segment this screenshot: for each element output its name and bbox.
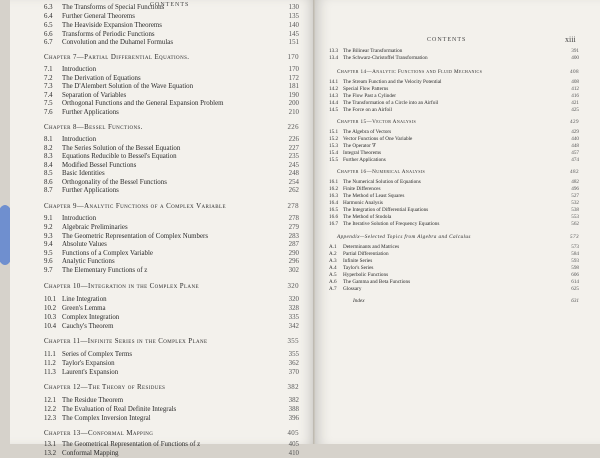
section-title: Integral Theorems	[343, 150, 382, 156]
section-title: The Schwarz-Christoffel Transformation	[343, 55, 428, 61]
page-ref: 296	[288, 258, 299, 265]
toc-entry	[329, 186, 579, 193]
section-title: Algebraic Preliminaries	[62, 224, 128, 231]
toc-entry	[44, 162, 299, 170]
toc-entry	[329, 55, 579, 62]
section-number: A.3	[329, 258, 337, 264]
section-number: 8.2	[44, 145, 53, 152]
toc-entry	[329, 251, 579, 258]
page-ref: 598	[571, 265, 579, 271]
section-number: 16.2	[329, 186, 339, 192]
page-ref: 140	[288, 22, 299, 29]
page-ref: 342	[288, 323, 299, 330]
section-title: Special Flow Patterns	[343, 86, 389, 92]
toc-entry	[329, 150, 579, 157]
chapter-heading	[44, 384, 299, 392]
section-number: A.5	[329, 272, 337, 278]
page-ref: 538	[571, 207, 579, 213]
toc-entry	[44, 13, 299, 21]
section-number: 9.6	[44, 258, 53, 265]
section-title: Equations Reducible to Bessel's Equation	[62, 153, 177, 160]
toc-entry	[329, 221, 579, 228]
toc-entry	[329, 207, 579, 214]
section-title: The Force on an Airfoil	[343, 107, 392, 113]
section-title: The Flow Past a Cylinder	[343, 93, 397, 99]
page-ref: 279	[288, 224, 299, 231]
toc-entry	[44, 109, 299, 117]
chapter-heading	[337, 169, 579, 176]
heading-title: Chapter 10—Integration in the Complex Plane	[44, 283, 199, 290]
section-title: Green's Lemma	[62, 305, 106, 312]
toc-entry	[329, 136, 579, 143]
section-number: 12.3	[44, 415, 57, 422]
page-ref: 254	[288, 179, 299, 186]
page-ref: 172	[288, 75, 299, 82]
section-title: The Transforms of Special Functions	[62, 4, 165, 11]
page-ref: 421	[571, 100, 579, 106]
toc-entry	[44, 215, 299, 223]
page-ref: 170	[288, 66, 299, 73]
section-number: 15.5	[329, 157, 339, 163]
page-ref: 553	[571, 214, 579, 220]
page-ref: 429	[570, 119, 579, 125]
section-title: Absolute Values	[62, 241, 107, 248]
chapter-heading	[337, 119, 579, 126]
toc-entry	[329, 179, 579, 186]
section-title: Conformal Mapping	[62, 450, 119, 457]
page-ref: 625	[571, 286, 579, 292]
section-number: 15.2	[329, 136, 339, 142]
heading-title: Index	[353, 298, 365, 304]
section-title: The Evaluation of Real Definite Integrals	[62, 406, 177, 413]
page-ref: 227	[288, 145, 299, 152]
toc-entry	[329, 86, 579, 93]
page-ref: 290	[288, 250, 299, 257]
toc-entry	[44, 39, 299, 47]
section-number: 8.7	[44, 187, 53, 194]
section-title: Transforms of Periodic Functions	[62, 31, 155, 38]
section-number: 16.4	[329, 200, 339, 206]
page-ref: 425	[571, 107, 579, 113]
page-ref: 408	[571, 79, 579, 85]
section-title: The Geometric Representation of Complex Numbers	[62, 233, 209, 240]
toc-entry	[44, 450, 299, 458]
section-number: 9.3	[44, 233, 53, 240]
section-title: Orthogonal Functions and the General Expansion Problem	[62, 100, 224, 107]
section-number: 9.5	[44, 250, 53, 257]
section-number: 15.4	[329, 150, 339, 156]
toc-entry	[44, 224, 299, 232]
page-ref: 396	[288, 415, 299, 422]
toc-entry	[44, 305, 299, 313]
page-ref: 405	[287, 430, 299, 437]
section-title: Analytic Functions	[62, 258, 115, 265]
toc-entry	[44, 83, 299, 91]
section-title: Harmonic Analysis	[343, 200, 383, 206]
section-number: 8.6	[44, 179, 53, 186]
page-ref: 226	[288, 136, 299, 143]
section-title: The Numerical Solution of Equations	[343, 179, 421, 185]
section-number: 6.3	[44, 4, 53, 11]
section-number: 13.4	[329, 55, 339, 61]
section-title: The D'Alembert Solution of the Wave Equation	[62, 83, 194, 90]
page-ref: 210	[288, 109, 299, 116]
section-title: The Bilinear Transformation	[343, 48, 403, 54]
toc-entry	[44, 31, 299, 39]
heading-title: Chapter 14—Analytic Functions and Fluid Mechanics	[337, 69, 483, 75]
section-title: Cauchy's Theorem	[62, 323, 114, 330]
toc-entry	[44, 258, 299, 266]
section-title: Modified Bessel Functions	[62, 162, 137, 169]
section-number: 15.1	[329, 129, 339, 135]
section-title: The Method of Least Squares	[343, 193, 405, 199]
section-title: The Iterative Solution of Frequency Equations	[343, 221, 440, 227]
section-title: Basic Identities	[62, 170, 105, 177]
page-ref: 573	[571, 244, 579, 250]
section-number: 7.2	[44, 75, 53, 82]
section-number: 14.5	[329, 107, 339, 113]
toc-entry	[329, 279, 579, 286]
section-number: 7.5	[44, 100, 53, 107]
chapter-heading	[44, 338, 299, 346]
page-ref: 235	[288, 153, 299, 160]
section-title: The Transformation of a Circle into an Airfoil	[343, 100, 439, 106]
section-number: 14.4	[329, 100, 339, 106]
toc-entry	[329, 193, 579, 200]
page-ref: 457	[571, 150, 579, 156]
section-number: 7.4	[44, 92, 53, 99]
section-title: Finite Differences	[343, 186, 381, 192]
toc-entry	[44, 100, 299, 108]
section-number: 7.3	[44, 83, 53, 90]
page-ref: 181	[288, 83, 299, 90]
heading-title: Chapter 12—The Theory of Residues	[44, 384, 166, 391]
page-ref: 226	[287, 124, 299, 131]
chapter-heading	[44, 124, 299, 132]
page-ref: 400	[571, 55, 579, 61]
toc-entry	[329, 157, 579, 164]
section-number: 8.3	[44, 153, 53, 160]
toc-entry	[44, 179, 299, 187]
page-ref: 200	[288, 100, 299, 107]
page-ref: 302	[288, 267, 299, 274]
section-number: 9.7	[44, 267, 53, 274]
section-number: 16.1	[329, 179, 339, 185]
section-title: The Heaviside Expansion Theorems	[62, 22, 162, 29]
section-number: 14.3	[329, 93, 339, 99]
toc-entry	[329, 272, 579, 279]
page-ref: 135	[288, 13, 299, 20]
page-ref: 320	[288, 296, 299, 303]
index-entry	[353, 298, 579, 305]
toc-entry	[44, 351, 299, 359]
section-title: Line Integration	[62, 296, 107, 303]
heading-title: Chapter 16—Numerical Analysis	[337, 169, 426, 175]
section-number: 7.1	[44, 66, 53, 73]
toc-entry	[44, 4, 299, 12]
section-number: 9.4	[44, 241, 53, 248]
toc-entry	[44, 22, 299, 30]
page-ref: 382	[288, 397, 299, 404]
toc-entry	[44, 415, 299, 423]
section-title: Introduction	[62, 136, 97, 143]
section-number: 8.4	[44, 162, 53, 169]
section-title: Glossary	[343, 286, 362, 292]
toc-entry	[44, 369, 299, 377]
toc-entry	[44, 360, 299, 368]
section-number: 16.7	[329, 221, 339, 227]
toc-entry	[44, 145, 299, 153]
heading-title: Chapter 13—Conformal Mapping	[44, 430, 154, 437]
section-number: A.1	[329, 244, 337, 250]
page-ref: 416	[571, 93, 579, 99]
toc-entry	[44, 267, 299, 275]
section-number: 14.1	[329, 79, 339, 85]
chapter-heading	[337, 69, 579, 76]
heading-title: Chapter 7—Partial Differential Equations.	[44, 54, 190, 61]
page-ref: 355	[288, 351, 299, 358]
page-ref: 130	[288, 4, 299, 11]
section-number: 11.2	[44, 360, 56, 367]
section-number: 14.2	[329, 86, 339, 92]
section-title: Further General Theorems	[62, 13, 135, 20]
page-ref: 382	[287, 384, 299, 391]
heading-title: Chapter 9—Analytic Functions of a Complex Variable	[44, 203, 226, 210]
page-ref: 262	[288, 187, 299, 194]
section-title: The Derivation of Equations	[62, 75, 141, 82]
section-title: The Operator ∇	[343, 143, 376, 149]
section-number: A.7	[329, 286, 337, 292]
section-title: Further Applications	[343, 157, 386, 163]
page-ref: 527	[571, 193, 579, 199]
section-title: Vector Functions of One Variable	[343, 136, 413, 142]
toc-entry	[329, 200, 579, 207]
section-number: 13.3	[329, 48, 339, 54]
right-page	[315, 0, 600, 444]
page-ref: 170	[287, 54, 299, 61]
section-number: 6.6	[44, 31, 53, 38]
heading-title: Chapter 8—Bessel Functions.	[44, 124, 143, 131]
toc-entry	[44, 66, 299, 74]
chapter-heading	[44, 54, 299, 62]
page-ref: 248	[288, 170, 299, 177]
toc-entry	[44, 250, 299, 258]
section-title: The Elementary Functions of z	[62, 267, 148, 274]
section-title: Introduction	[62, 215, 97, 222]
section-number: 10.1	[44, 296, 57, 303]
section-title: Determinants and Matrices	[343, 244, 400, 250]
section-number: 10.3	[44, 314, 57, 321]
toc-entry	[329, 286, 579, 293]
toc-entry	[44, 296, 299, 304]
page-ref: 245	[288, 162, 299, 169]
section-number: 8.5	[44, 170, 53, 177]
page-ref: 287	[288, 241, 299, 248]
section-title: Functions of a Complex Variable	[62, 250, 153, 257]
section-title: The Residue Theorem	[62, 397, 124, 404]
toc-entry	[329, 265, 579, 272]
heading-title: Appendix—Selected Topics from Algebra and Calculus	[337, 234, 471, 240]
running-head: CONTENTS	[427, 37, 467, 43]
toc-entry	[329, 48, 579, 55]
section-number: 12.2	[44, 406, 57, 413]
page-ref: 151	[288, 39, 299, 46]
page-ref: 388	[288, 406, 299, 413]
section-title: Further Applications	[62, 109, 119, 116]
toc-entry	[329, 244, 579, 251]
page-ref: 335	[288, 314, 299, 321]
page-ref: 410	[288, 450, 299, 457]
section-title: Taylor's Expansion	[62, 360, 115, 367]
section-number: A.6	[329, 279, 337, 285]
page-ref: 614	[571, 279, 579, 285]
section-title: Hyperbolic Functions	[343, 272, 389, 278]
section-number: 10.4	[44, 323, 57, 330]
toc-entry	[44, 92, 299, 100]
section-number: 12.1	[44, 397, 57, 404]
section-number: 16.6	[329, 214, 339, 220]
section-title: The Method of Stodola	[343, 214, 392, 220]
section-number: 9.2	[44, 224, 53, 231]
page-ref: 412	[571, 86, 579, 92]
page-ref: 584	[571, 251, 579, 257]
section-number: A.2	[329, 251, 337, 257]
page-ref: 448	[571, 143, 579, 149]
page-ref: 278	[288, 215, 299, 222]
chapter-heading	[44, 283, 299, 291]
page-ref: 405	[288, 441, 299, 448]
toc-entry	[44, 397, 299, 405]
section-title: Partial Differentiation	[343, 251, 389, 257]
section-number: 11.1	[44, 351, 56, 358]
section-title: Convolution and the Duhamel Formulas	[62, 39, 174, 46]
toc-entry	[44, 170, 299, 178]
toc-entry	[329, 93, 579, 100]
section-number: 13.2	[44, 450, 57, 457]
left-page	[10, 0, 315, 457]
section-title: The Complex Inversion Integral	[62, 415, 151, 422]
toc-entry	[44, 323, 299, 331]
page-ref: 474	[571, 157, 579, 163]
section-number: 13.1	[44, 441, 57, 448]
chapter-heading	[44, 430, 299, 438]
section-title: The Integration of Differential Equations	[343, 207, 429, 213]
section-title: Infinite Series	[343, 258, 373, 264]
section-number: 7.6	[44, 109, 53, 116]
page-ref: 631	[571, 298, 579, 304]
section-number: 6.5	[44, 22, 53, 29]
section-number: 16.3	[329, 193, 339, 199]
toc-entry	[44, 153, 299, 161]
toc-entry	[329, 100, 579, 107]
section-title: The Series Solution of the Bessel Equation	[62, 145, 181, 152]
appendix-heading	[337, 234, 579, 241]
page-ref: 482	[570, 169, 579, 175]
toc-entry	[44, 187, 299, 195]
toc-entry	[44, 136, 299, 144]
page-ref: 573	[570, 234, 579, 240]
chapter-heading	[44, 203, 299, 211]
section-number: 9.1	[44, 215, 53, 222]
page-ref: 278	[287, 203, 299, 210]
toc-entry	[44, 441, 299, 449]
section-title: Laurent's Expansion	[62, 369, 119, 376]
section-number: 6.4	[44, 13, 53, 20]
page-ref: 370	[288, 369, 299, 376]
section-number: 8.1	[44, 136, 53, 143]
section-number: A.4	[329, 265, 337, 271]
page-ref: 408	[570, 69, 579, 75]
section-number: 10.2	[44, 305, 57, 312]
heading-title: Chapter 11—Infinite Series in the Complex Plane	[44, 338, 208, 345]
page-ref: 562	[571, 221, 579, 227]
toc-entry	[329, 258, 579, 265]
section-number: 16.5	[329, 207, 339, 213]
page-ref: 283	[288, 233, 299, 240]
toc-entry	[329, 214, 579, 221]
page-ref: 440	[571, 136, 579, 142]
toc-entry	[44, 241, 299, 249]
page-ref: 532	[571, 200, 579, 206]
section-title: The Stream Function and the Velocity Potential	[343, 79, 442, 85]
toc-entry	[44, 314, 299, 322]
section-title: The Gamma and Beta Functions	[343, 279, 411, 285]
page-ref: 482	[571, 179, 579, 185]
page-ref: 496	[571, 186, 579, 192]
page-ref: 429	[571, 129, 579, 135]
toc-entry	[44, 75, 299, 83]
page-ref: 593	[571, 258, 579, 264]
toc-entry	[44, 233, 299, 241]
page-ref: 391	[571, 48, 579, 54]
section-number: 11.3	[44, 369, 56, 376]
toc-entry	[329, 129, 579, 136]
toc-entry	[44, 406, 299, 414]
page-number: xiii	[565, 35, 576, 44]
page-ref: 362	[288, 360, 299, 367]
section-title: Complex Integration	[62, 314, 120, 321]
page-ref: 320	[287, 283, 299, 290]
section-title: Further Applications	[62, 187, 119, 194]
section-number: 15.3	[329, 143, 339, 149]
section-number: 6.7	[44, 39, 53, 46]
section-title: Taylor's Series	[343, 265, 374, 271]
heading-title: Chapter 15—Vector Analysis	[337, 119, 417, 125]
page-ref: 145	[288, 31, 299, 38]
section-title: The Algebra of Vectors	[343, 129, 392, 135]
toc-entry	[329, 79, 579, 86]
page-ref: 355	[287, 338, 299, 345]
toc-entry	[329, 107, 579, 114]
page-ref: 190	[288, 92, 299, 99]
toc-entry	[329, 143, 579, 150]
page-ref: 606	[571, 272, 579, 278]
section-title: Introduction	[62, 66, 97, 73]
section-title: The Geometrical Representation of Functions of z	[62, 441, 201, 448]
section-title: Series of Complex Terms	[62, 351, 133, 358]
section-title: Orthogonality of the Bessel Functions	[62, 179, 167, 186]
page-ref: 328	[288, 305, 299, 312]
section-title: Separation of Variables	[62, 92, 127, 99]
running-head: CONTENTS	[150, 2, 190, 8]
